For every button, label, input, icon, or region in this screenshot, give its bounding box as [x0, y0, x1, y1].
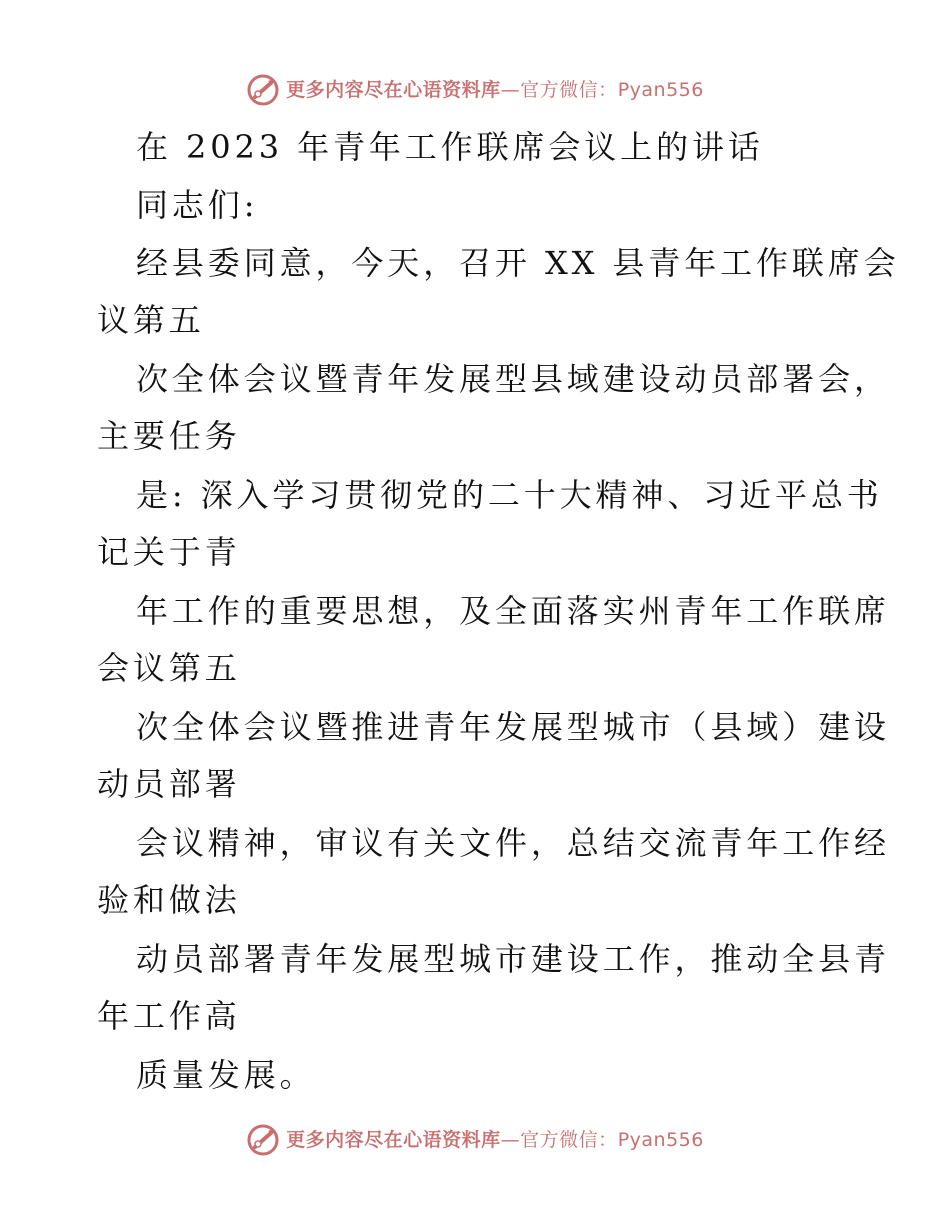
watermark-site-name: 更多内容尽在心语资料库: [286, 1129, 501, 1151]
paragraph-line: 记关于青: [97, 533, 241, 571]
watermark-separator: —: [500, 1129, 521, 1151]
paragraph-line: 会议精神，审议有关文件，总结交流青年工作经: [136, 824, 890, 862]
paragraph-line: 动员部署: [97, 765, 241, 803]
document-title: 在 2023 年青年工作联席会议上的讲话: [136, 128, 764, 166]
paragraph-line: 年工作的重要思想，及全面落实州青年工作联席: [136, 592, 890, 630]
paragraph-line: 经县委同意，今天，召开 XX 县青年工作联席会: [136, 244, 900, 282]
paragraph-line: 年工作高: [97, 997, 241, 1035]
paragraph-line: 次全体会议暨推进青年发展型城市（县域）建设: [136, 708, 890, 746]
brand-logo-icon: [246, 1123, 280, 1157]
paragraph-line: 动员部署青年发展型城市建设工作，推动全县青: [136, 940, 890, 978]
paragraph-line: 主要任务: [97, 417, 241, 455]
paragraph-line: 验和做法: [97, 881, 241, 919]
watermark-contact-label: 官方微信：: [520, 79, 618, 101]
paragraph-line: 质量发展。: [136, 1056, 316, 1094]
greeting: 同志们:: [136, 186, 259, 224]
paragraph-line: 议第五: [97, 301, 205, 339]
watermark-text: [286, 1123, 704, 1157]
watermark-separator: —: [500, 79, 521, 101]
watermark-contact-handle: Pyan556: [617, 1129, 704, 1151]
footer-watermark-banner: [0, 1120, 950, 1160]
watermark-contact-label: 官方微信：: [520, 1129, 618, 1151]
paragraph-line: 是: 深入学习贯彻党的二十大精神、习近平总书: [136, 476, 883, 514]
watermark-contact-handle: Pyan556: [617, 79, 704, 101]
paragraph-line: 次全体会议暨青年发展型县域建设动员部署会，: [136, 360, 890, 398]
paragraph-line: 会议第五: [97, 649, 241, 687]
watermark-site-name: 更多内容尽在心语资料库: [286, 79, 501, 101]
